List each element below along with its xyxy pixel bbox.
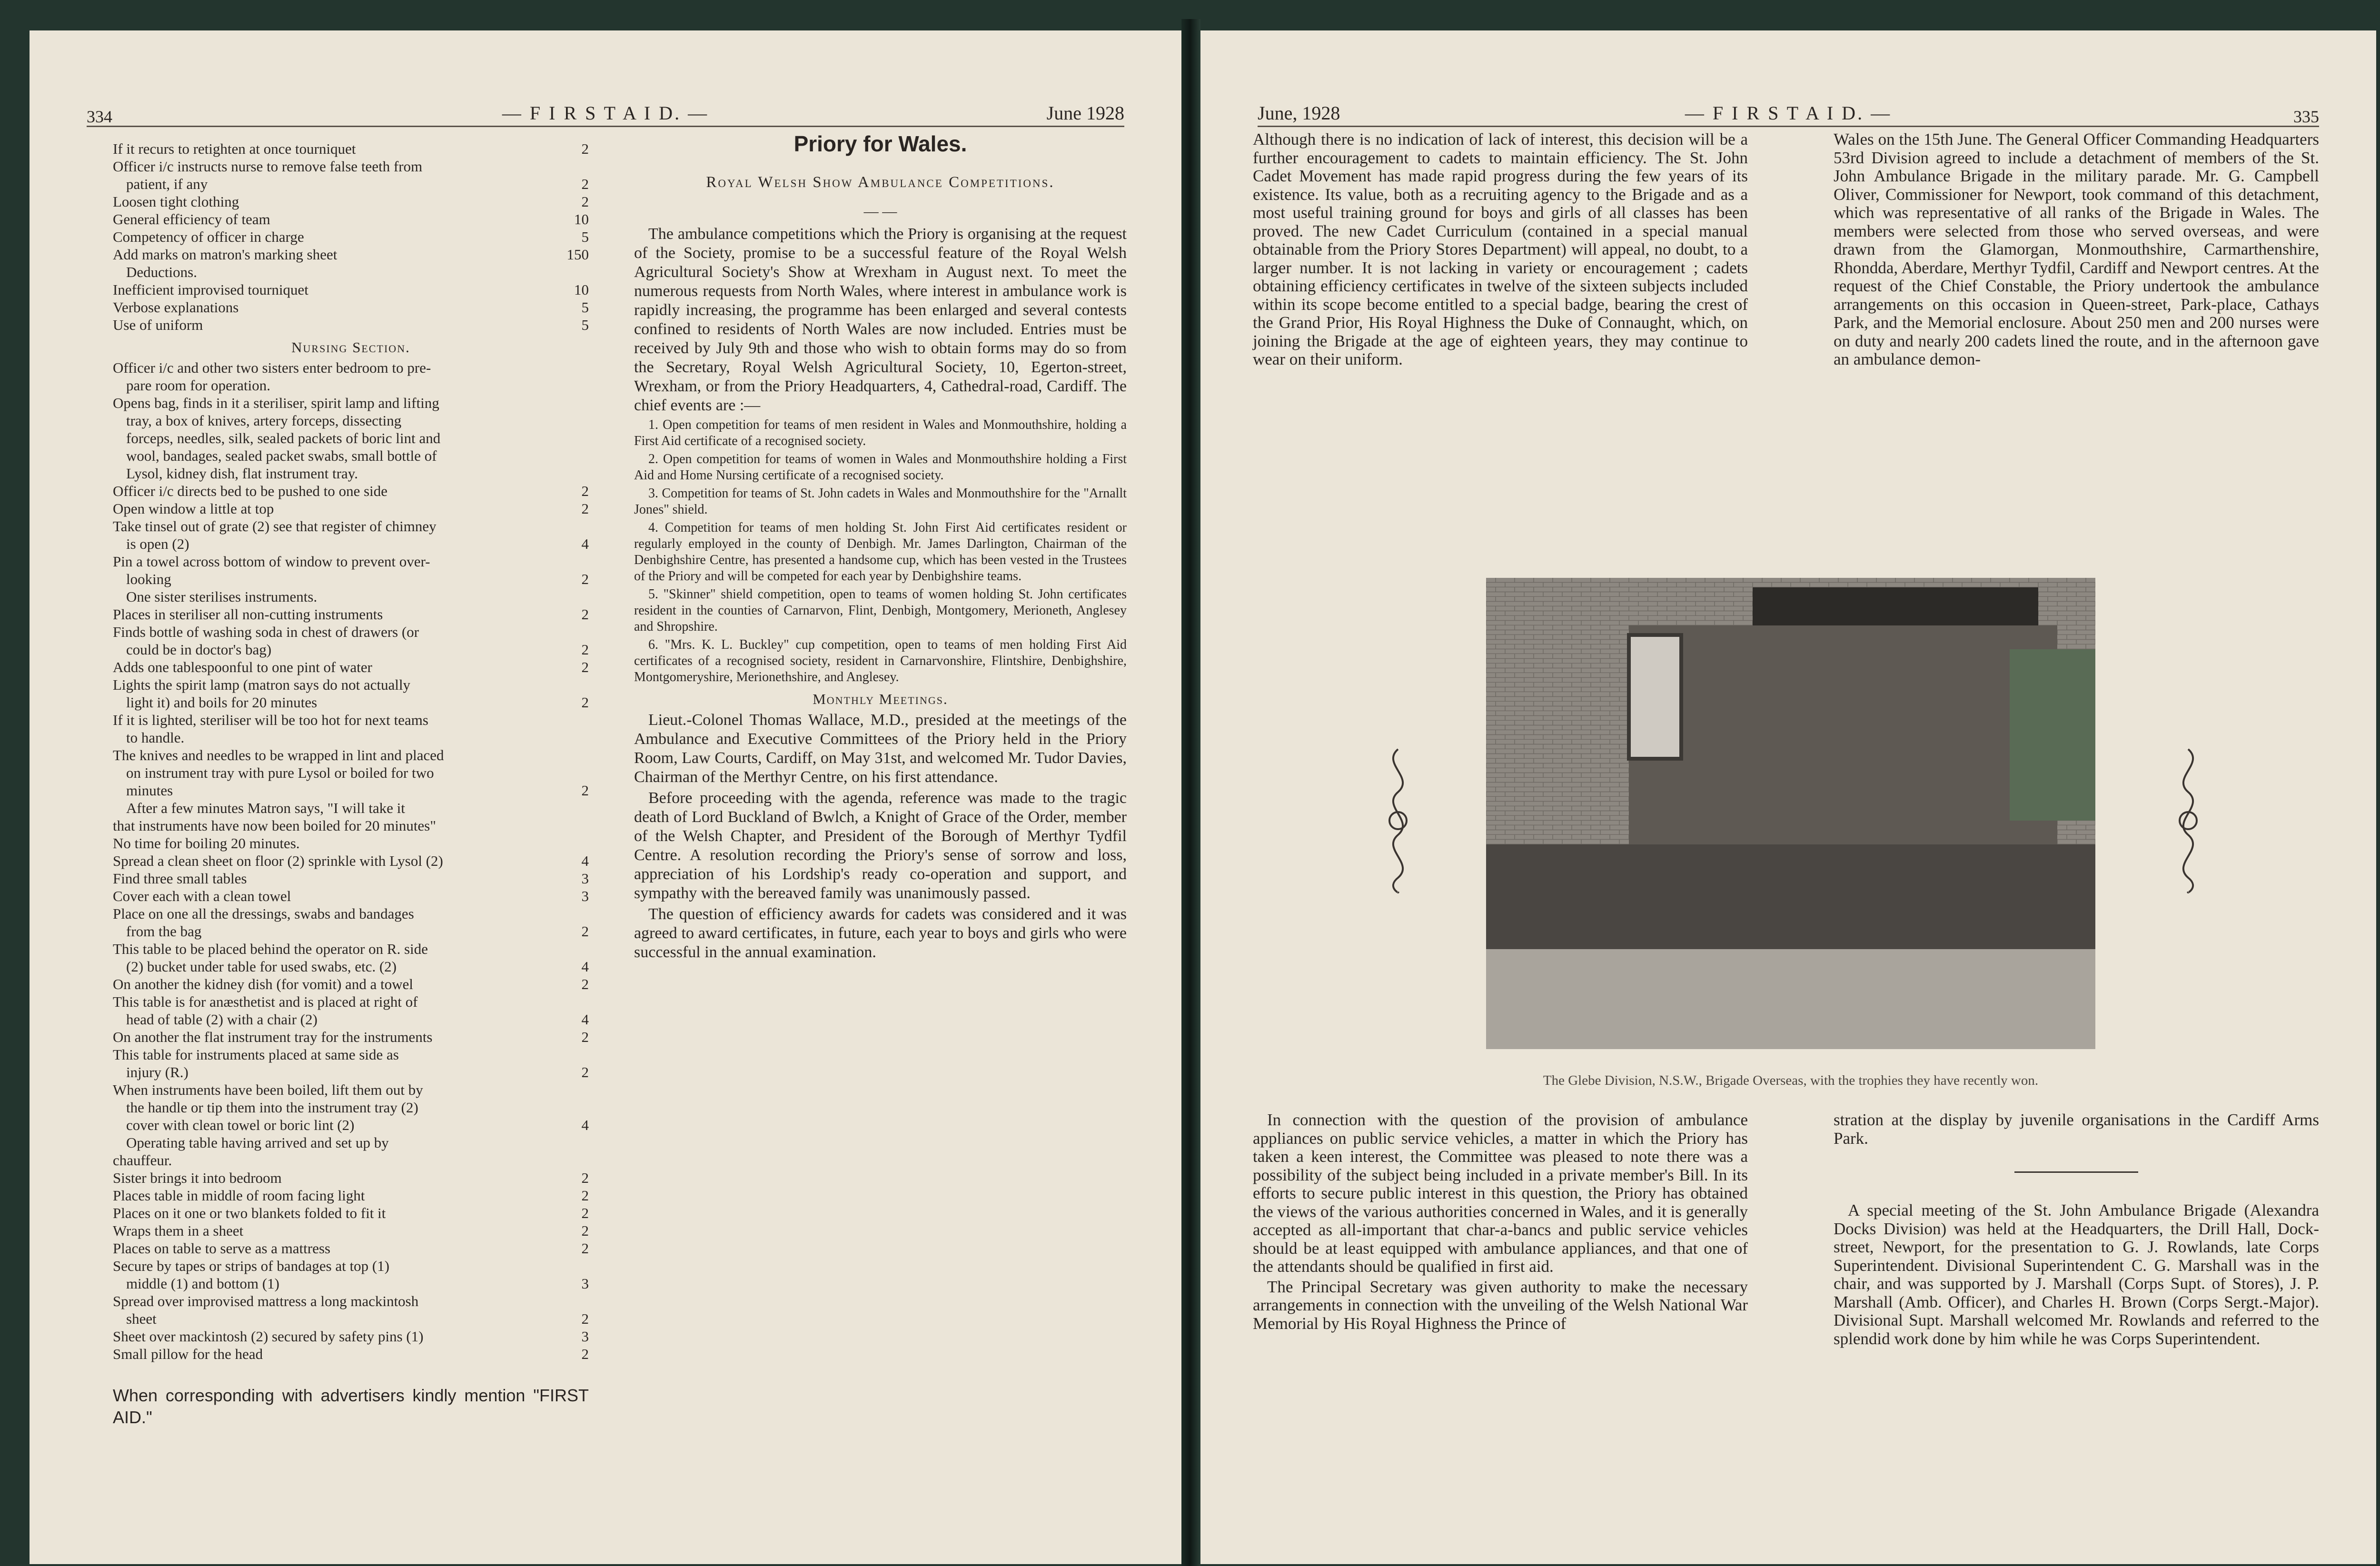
event-item: 2. Open competition for teams of women in Wales and Monmouthshire holding a First Aid and Home Nursing certificate of a recognised society. — [634, 452, 1127, 483]
marking-line-text: is open (2) — [126, 535, 189, 552]
marking-line — [113, 412, 589, 429]
marks-list-top — [113, 140, 589, 334]
bottom-left-column — [1253, 1111, 1748, 1335]
marking-line — [113, 228, 589, 246]
photo-illustration — [1486, 578, 2095, 1049]
marking-line — [113, 1099, 589, 1116]
marking-line — [113, 1151, 589, 1169]
marking-line-marks: 2 — [581, 571, 589, 587]
marking-line-marks: 2 — [581, 500, 589, 517]
section-divider — [2014, 1171, 2138, 1173]
marking-line-marks: 3 — [581, 888, 589, 904]
marking-line-text: that instruments have now been boiled for 20 minutes" — [113, 817, 436, 834]
marking-line — [113, 764, 589, 782]
marking-line — [113, 1310, 589, 1328]
marking-line — [113, 711, 589, 729]
marking-line-marks: 2 — [581, 1170, 589, 1186]
marking-line-text: Sheet over mackintosh (2) secured by safety pins (1) — [113, 1328, 424, 1345]
marking-line — [113, 210, 589, 228]
marking-line-text: Deductions. — [126, 264, 197, 280]
monthly-paragraph: Lieut.-Colonel Thomas Wallace, M.D., presided at the meetings of the Ambulance and Executive Committees of the Priory held in the Priory Room, Law Courts, Cardiff, on May 31st, and welcomed Mr. Tudor Davies, Chairman of the Merthyr Centre, on his first attendance. — [634, 711, 1127, 786]
marking-line-marks — [566, 517, 589, 535]
marking-line — [113, 500, 589, 517]
marking-line-text: Spread over improvised mattress a long mackintosh — [113, 1293, 419, 1309]
marking-line — [113, 1134, 589, 1151]
monthly-paragraph: Before proceeding with the agenda, reference was made to the tragic death of Lord Buckland of Bwlch, a Knight of Grace of the Order, member of the Welsh Chapter, and President of the Borough of Merthyr Tydfil Centre. A resolution recording the Priory's sense of sorrow and loss, appreciation of his Lordship's ready co-operation and support, and sympathy with the bereaved family was unanimously passed. — [634, 789, 1127, 902]
monthly-meetings-paragraphs — [634, 711, 1127, 962]
marking-line-text: Competency of officer in charge — [113, 228, 304, 245]
book-gutter — [1181, 19, 1200, 1566]
bottom-right-column — [1834, 1111, 2319, 1350]
page-number: 334 — [87, 107, 112, 126]
marking-line-text: patient, if any — [126, 176, 208, 192]
marking-line-marks — [566, 817, 589, 834]
marking-line-marks — [566, 1151, 589, 1169]
marking-line — [113, 993, 589, 1011]
monthly-paragraph: The question of efficiency awards for cadets was considered and it was agreed to award certificates, in future, each year to boys and girls who were successful in the annual examination. — [634, 905, 1127, 961]
right-flourish-ornament — [2162, 744, 2214, 897]
marking-line-marks — [566, 729, 589, 746]
marking-line-text: middle (1) and bottom (1) — [126, 1275, 279, 1292]
marking-line-marks — [566, 158, 589, 175]
marking-line-marks — [566, 377, 589, 394]
page-date: June 1928 — [1046, 102, 1124, 124]
marking-line-text: Places on table to serve as a mattress — [113, 1240, 331, 1257]
marking-line-marks — [566, 940, 589, 958]
marking-line — [113, 465, 589, 482]
marking-line-marks: 4 — [581, 852, 589, 869]
marking-line — [113, 359, 589, 377]
marking-line-text: Lights the spirit lamp (matron says do not actually — [113, 676, 411, 693]
marking-line-marks: 4 — [581, 535, 589, 552]
marking-line-text: On another the kidney dish (for vomit) and a towel — [113, 976, 414, 992]
marking-line — [113, 817, 589, 834]
marking-line-text: Pin a towel across bottom of window to prevent over- — [113, 553, 430, 570]
marking-line-marks — [566, 394, 589, 412]
priory-article-column — [634, 107, 1127, 964]
marking-line — [113, 1169, 589, 1187]
marking-line-marks — [566, 834, 589, 852]
events-list — [634, 417, 1127, 685]
cadet-paragraph: Although there is no indication of lack of interest, this decision will be a further encouragement to cadets to maintain efficiency. The St. John Cadet Movement has made rapid progress during the few years of its existence. Its value, both as a recruiting agency to the Brigade and as a most useful training ground for boys and girls of all classes has been proved. The new Cadet Curriculum (contained in a special manual obtainable from the Priory Stores Department) will appeal, no doubt, to a larger number. It is not lacking in variety or encouragement ; cadets obtaining efficiency certificates in twelve of the sixteen subjects included within its scope become entitled to a special badge, bearing the crest of the Grand Prior, His Royal Highness the Duke of Connaught, which, on joining the Brigade at the age of eighteen years, they may continue to wear on their uniform. — [1253, 130, 1748, 368]
right-page-header — [1258, 83, 2319, 126]
marking-line-text: Open window a little at top — [113, 500, 274, 517]
marking-line-marks: 4 — [581, 1011, 589, 1028]
marking-line — [113, 799, 589, 817]
monthly-meetings-heading: Monthly Meetings. — [813, 691, 948, 707]
marking-line-marks: 2 — [581, 1187, 589, 1204]
marking-line — [113, 553, 589, 570]
marking-line-marks — [566, 746, 589, 764]
marking-line — [113, 1116, 589, 1134]
marking-line-marks — [566, 905, 589, 922]
marking-line — [113, 175, 589, 193]
marking-line-marks: 10 — [574, 281, 589, 298]
marking-line-marks — [566, 553, 589, 570]
marking-sheet-column — [113, 140, 589, 1428]
event-item: 3. Competition for teams of St. John cadets in Wales and Monmouthshire for the "Arnallt Jones" shield. — [634, 486, 1127, 517]
marking-line-marks: 2 — [581, 1310, 589, 1327]
marking-line — [113, 394, 589, 412]
marking-line-marks: 4 — [581, 1117, 589, 1133]
marking-line-marks — [566, 1257, 589, 1275]
marking-line-marks: 3 — [581, 1275, 589, 1292]
marking-line-text: One sister sterilises instruments. — [126, 588, 317, 605]
marking-line-text: Wraps them in a sheet — [113, 1222, 244, 1239]
marking-line-marks — [566, 588, 589, 605]
marking-line-marks — [566, 465, 589, 482]
alexandra-docks-paragraph: A special meeting of the St. John Ambulance Brigade (Alexandra Docks Division) was held at the Headquarters, the Drill Hall, Dock-street, Newport, for the presentation to G. J. Rowlands, late Corps Superintendent. Divisional Superintendent C. G. Marshall was in the chair, and was supported by J. Marshall (Corps Supt. of Stores), J. P. Marshall (Amb. Officer), and Charles H. Brown (Corps Sergt.-Major). Divisional Supt. Marshall welcomed Mr. Rowlands and referred to the splendid work done by him while he was Corps Superintendent. — [1834, 1201, 2319, 1348]
bottom-left-paragraphs — [1253, 1111, 1748, 1333]
marking-line-text: Finds bottle of washing soda in chest of drawers (or — [113, 624, 419, 640]
marking-line — [113, 940, 589, 958]
marking-line-text: When instruments have been boiled, lift them out by — [113, 1081, 423, 1098]
marking-line — [113, 605, 589, 623]
marking-line-marks — [566, 1046, 589, 1063]
page-date: June, 1928 — [1258, 102, 1340, 124]
advertisers-note: When corresponding with advertisers kindly mention "FIRST AID." — [113, 1386, 589, 1427]
marking-line-text: Cover each with a clean towel — [113, 888, 291, 904]
page-number: 335 — [2293, 107, 2319, 126]
nursing-section-heading: Nursing Section. — [291, 339, 410, 356]
marking-line-marks: 2 — [581, 976, 589, 992]
marking-line-text: No time for boiling 20 minutes. — [113, 835, 300, 852]
marking-line-text: Places on it one or two blankets folded to fit it — [113, 1205, 386, 1221]
running-head: — F I R S T A I D. — — [502, 102, 709, 124]
marking-line — [113, 887, 589, 905]
left-flourish-ornament — [1372, 744, 1424, 897]
marking-line — [113, 588, 589, 605]
marking-line-marks: 10 — [574, 211, 589, 228]
marking-line-marks: 3 — [581, 1328, 589, 1345]
marking-line — [113, 1187, 589, 1204]
marking-line-text: If it is lighted, steriliser will be too hot for next teams — [113, 712, 428, 728]
marking-line-text: Officer i/c directs bed to be pushed to one side — [113, 483, 388, 499]
marking-line — [113, 1204, 589, 1222]
event-item: 6. "Mrs. K. L. Buckley" cup competition, open to teams of men holding First Aid certificates of a recognised society, resident in Carnarvonshire, Flintshire, Denbighshire, Montgomeryshire, Merionethshire, and Anglesey. — [634, 637, 1127, 684]
marking-line — [113, 1292, 589, 1310]
marking-line-marks: 2 — [581, 1222, 589, 1239]
marking-line-text: Adds one tablespoonful to one pint of water — [113, 659, 372, 675]
stration-paragraph: stration at the display by juvenile organisations in the Cardiff Arms Park. — [1834, 1110, 2319, 1148]
photo-caption: The Glebe Division, N.S.W., Brigade Overseas, with the trophies they have recently won. — [1543, 1073, 2039, 1088]
marking-line-text: Inefficient improvised tourniquet — [113, 281, 308, 298]
marking-line — [113, 140, 589, 158]
marking-line-marks: 2 — [581, 140, 589, 157]
marking-line — [113, 535, 589, 553]
marking-line-text: cover with clean towel or boric lint (2) — [126, 1117, 355, 1133]
marking-line-marks: 2 — [581, 176, 589, 192]
marking-line — [113, 316, 589, 334]
running-head: — F I R S T A I D. — — [1685, 102, 1892, 124]
marking-line-text: the handle or tip them into the instrument tray (2) — [126, 1099, 418, 1116]
marking-line-marks: 2 — [581, 659, 589, 675]
marking-line-text: light it) and boils for 20 minutes — [126, 694, 317, 711]
marking-line — [113, 852, 589, 870]
marking-line-text: Places in steriliser all non-cutting instruments — [113, 606, 383, 623]
marking-line-text: General efficiency of team — [113, 211, 270, 228]
marking-line-marks — [566, 1134, 589, 1151]
marking-line-marks: 2 — [581, 193, 589, 210]
article-subtitle: Royal Welsh Show Ambulance Competitions. — [706, 174, 1055, 191]
marking-line — [113, 263, 589, 281]
marking-line-marks — [566, 623, 589, 641]
nursing-marks-list — [113, 359, 589, 1363]
marking-line-text: Lysol, kidney dish, flat instrument tray. — [126, 465, 358, 482]
marking-line-marks: 5 — [581, 228, 589, 245]
marking-line — [113, 676, 589, 694]
marking-line — [113, 922, 589, 940]
marking-line — [113, 246, 589, 263]
bottom-left-paragraph: The Principal Secretary was given authority to make the necessary arrangements in connection with the unveiling of the Welsh National War Memorial by His Royal Highness the Prince of — [1253, 1277, 1748, 1333]
marking-line-text: looking — [126, 571, 171, 587]
marking-line-marks — [566, 1292, 589, 1310]
marking-line — [113, 517, 589, 535]
marking-line-marks — [566, 1081, 589, 1099]
marking-line — [113, 447, 589, 465]
header-rule — [1258, 126, 2319, 127]
marking-line-marks: 2 — [581, 1205, 589, 1221]
marking-line-text: forceps, needles, silk, sealed packets of boric lint and — [126, 430, 441, 446]
group-photograph — [1486, 578, 2095, 1049]
marking-line — [113, 746, 589, 764]
marking-line — [113, 482, 589, 500]
marking-line — [113, 870, 589, 887]
marking-line — [113, 1011, 589, 1028]
marking-line — [113, 658, 589, 676]
marking-line — [113, 694, 589, 711]
marking-line-text: from the bag — [126, 923, 202, 940]
marking-line — [113, 193, 589, 210]
marking-line-text: injury (R.) — [126, 1064, 188, 1080]
marking-line-text: Place on one all the dressings, swabs and bandages — [113, 905, 414, 922]
marking-line-text: Secure by tapes or strips of bandages at top (1) — [113, 1258, 390, 1274]
marking-line-text: Officer i/c and other two sisters enter bedroom to pre- — [113, 359, 431, 376]
marking-line — [113, 570, 589, 588]
marking-line-marks: 2 — [581, 1029, 589, 1045]
intro-paragraph: The ambulance competitions which the Priory is organising at the request of the Society, promise to be a successful feature of the Royal Welsh Agricultural Society's Show at Wrexham in August next. To meet the numerous requests from North Wales, where interest in ambulance work is rapidly increasing, the programme has been enlarged and several contests confined to residents of North Wales are now included. Entries must be received by July 9th and those who wish to obtain forms may do so from the Secretary, Royal Welsh Agricultural Society, 10, Egerton-street, Wrexham, or from the Priory Headquarters, 4, Cathedral-road, Cardiff. The chief events are :— — [634, 225, 1127, 414]
marking-line-text: pare room for operation. — [126, 377, 270, 394]
article-title: Priory for Wales. — [793, 131, 967, 156]
marking-line — [113, 834, 589, 852]
marking-line-text: Take tinsel out of grate (2) see that register of chimney — [113, 518, 436, 535]
marking-line — [113, 623, 589, 641]
event-item: 1. Open competition for teams of men resident in Wales and Monmouthshire, holding a First Aid certificate of a recognised society. — [634, 417, 1127, 448]
marking-line — [113, 1275, 589, 1292]
marking-line — [113, 1239, 589, 1257]
marking-line-marks: 5 — [581, 299, 589, 316]
marking-line — [113, 429, 589, 447]
bottom-left-paragraph: In connection with the question of the provision of ambulance appliances on public service vehicles, a matter in which the Priory has taken a keen interest, the Committee was pleased to note there was a possibility of the subject being included in a private member's Bill. In its efforts to secure public interest in this question, the Priory has obtained the views of the various authorities concerned in Wales, and it is generally accepted as all-important that char-a-bancs and public service vehicles should be at least equipped with ambulance appliances, and that one of the attendants should be qualified in first aid. — [1253, 1110, 1748, 1276]
marking-line-text: Loosen tight clothing — [113, 193, 239, 210]
marking-line-marks — [566, 676, 589, 694]
right-page — [1200, 30, 2376, 1564]
marking-line — [113, 1257, 589, 1275]
marking-line-marks: 2 — [581, 1240, 589, 1257]
marking-line-text: head of table (2) with a chair (2) — [126, 1011, 317, 1028]
marking-line-text: The knives and needles to be wrapped in lint and placed — [113, 747, 444, 763]
marking-line-text: to handle. — [126, 729, 185, 746]
marking-line-marks — [566, 711, 589, 729]
marking-line — [113, 1345, 589, 1363]
marking-line-text: This table is for anæsthetist and is placed at right of — [113, 993, 418, 1010]
marking-line-marks: 4 — [581, 958, 589, 975]
marking-line-text: Add marks on matron's marking sheet — [113, 246, 337, 263]
marking-line-text: minutes — [126, 782, 173, 799]
marking-line — [113, 729, 589, 746]
left-page — [30, 30, 1181, 1564]
marking-line-marks: 5 — [581, 317, 589, 333]
marking-line — [113, 281, 589, 298]
marking-line-marks — [566, 429, 589, 447]
marking-line-text: wool, bandages, sealed packet swabs, small bottle of — [126, 447, 437, 464]
marking-line-text: On another the flat instrument tray for the instruments — [113, 1029, 433, 1045]
marking-line — [113, 158, 589, 175]
marking-line-text: Opens bag, finds in it a steriliser, spirit lamp and lifting — [113, 395, 439, 411]
marking-line-marks: 2 — [581, 483, 589, 499]
marking-line-marks: 3 — [581, 870, 589, 887]
marking-line-text: Operating table having arrived and set up by — [126, 1134, 389, 1151]
marking-line-marks — [566, 1099, 589, 1116]
marking-line-marks — [566, 799, 589, 817]
military-parade-paragraph: Wales on the 15th June. The General Officer Commanding Headquarters 53rd Division agreed to include a detachment of members of the St. John Ambulance Brigade in the military parade. Mr. G. Campbell Oliver, Commissioner for Newport, took command of this detachment, which was representative of all ranks of the Brigade in Wales. The members were selected from those who served overseas, and were drawn from the Glamorgan, Monmouthshire, Carmarthenshire, Rhondda, Aberdare, Merthyr Tydfil, Cardiff and Newport centres. At the request of the Chief Constable, the Priory undertook the ambulance arrangements on this occasion in Queen-street, Park-place, Cathays Park, and the Memorial enclosure. About 250 men and 200 nurses were on duty and nearly 200 cadets lined the route, and in the afternoon gave an ambulance demon- — [1834, 130, 2319, 368]
marking-line-text: Sister brings it into bedroom — [113, 1170, 282, 1186]
marking-line-marks — [566, 263, 589, 281]
marking-line-text: (2) bucket under table for used swabs, etc. (2) — [126, 958, 397, 975]
marking-line-marks — [566, 359, 589, 377]
marking-line-marks: 2 — [581, 694, 589, 711]
marking-line-text: This table for instruments placed at same side as — [113, 1046, 399, 1063]
marking-line-marks: 2 — [581, 923, 589, 940]
marking-line-text: Verbose explanations — [113, 299, 239, 316]
marking-line — [113, 905, 589, 922]
marking-line — [113, 1046, 589, 1063]
marking-line-marks: 2 — [581, 782, 589, 799]
marking-line-text: could be in doctor's bag) — [126, 641, 272, 658]
marking-line-marks — [566, 447, 589, 465]
marking-line-marks: 2 — [581, 641, 589, 658]
marking-line-text: Find three small tables — [113, 870, 247, 887]
marking-line-text: Places table in middle of room facing light — [113, 1187, 365, 1204]
marking-line-text: chauffeur. — [113, 1152, 172, 1169]
marking-line-text: This table to be placed behind the operator on R. side — [113, 941, 428, 957]
marking-line — [113, 641, 589, 658]
marking-line — [113, 958, 589, 975]
marking-line — [113, 1063, 589, 1081]
marking-line — [113, 1081, 589, 1099]
marking-line-marks — [566, 764, 589, 782]
marking-line-text: on instrument tray with pure Lysol or boiled for two — [126, 764, 434, 781]
marking-line-marks: 2 — [581, 606, 589, 623]
marking-line-marks: 2 — [581, 1346, 589, 1362]
marking-line-text: After a few minutes Matron says, "I will take it — [126, 800, 406, 816]
marking-line — [113, 782, 589, 799]
marking-line-text: Spread a clean sheet on floor (2) sprinkle with Lysol (2) — [113, 852, 443, 869]
event-item: 4. Competition for teams of men holding St. John First Aid certificates resident or regularly employed in the county of Denbigh. Mr. James Darlington, Chairman of the Denbighshire Centre, has presented a handsome cup, which has been vested in the Trustees of the Priory and will be competed for each year by Denbighshire teams. — [634, 520, 1127, 584]
marking-line-text: Officer i/c instructs nurse to remove false teeth from — [113, 158, 423, 175]
marking-line — [113, 298, 589, 316]
event-item: 5. "Skinner" shield competition, open to teams of women holding St. John certificates resident in the counties of Carnarvon, Flint, Denbigh, Montgomery, Merioneth, Anglesey and Shropshire. — [634, 587, 1127, 634]
marking-line — [113, 377, 589, 394]
marking-line — [113, 975, 589, 993]
marking-line-text: tray, a box of knives, artery forceps, dissecting — [126, 412, 402, 429]
marking-line-text: sheet — [126, 1310, 157, 1327]
marking-line-text: Use of uniform — [113, 317, 203, 333]
marking-line-marks: 150 — [566, 246, 589, 263]
subtitle-divider: — — — [863, 203, 897, 219]
marking-line-marks — [566, 412, 589, 429]
marking-line — [113, 1028, 589, 1046]
marking-line-text: Small pillow for the head — [113, 1346, 263, 1362]
marking-line — [113, 1222, 589, 1239]
marking-line-marks — [566, 993, 589, 1011]
marking-line-marks: 2 — [581, 1064, 589, 1080]
marking-line-text: If it recurs to retighten at once tourniquet — [113, 140, 356, 157]
marking-line — [113, 1328, 589, 1345]
